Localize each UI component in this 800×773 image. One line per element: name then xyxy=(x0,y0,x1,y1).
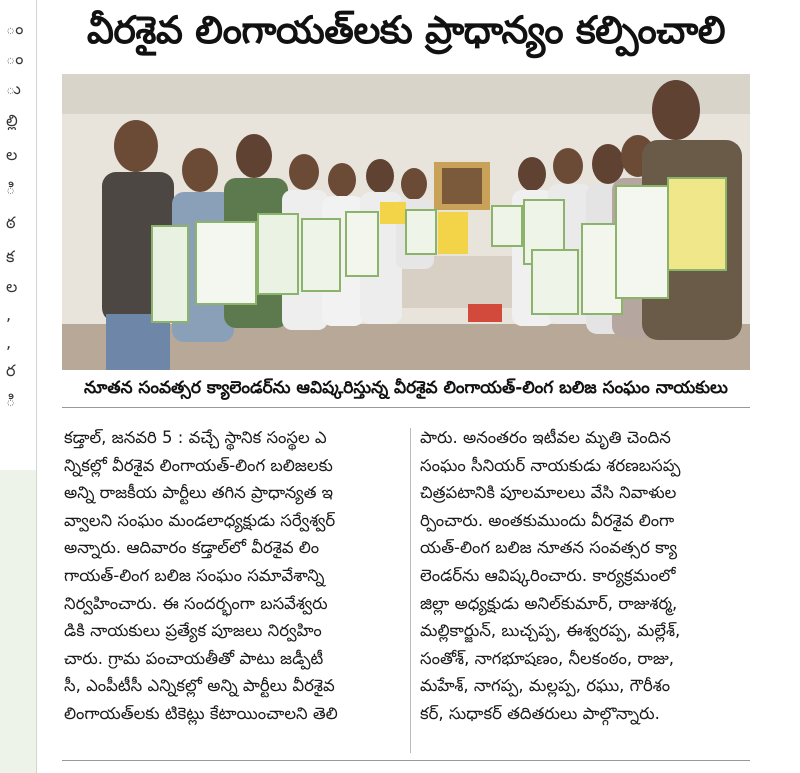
article-text-line: పారు. అనంతరం ఇటీవల మృతి చెందిన xyxy=(420,428,671,447)
adjacent-column-fragment: క xyxy=(6,248,15,266)
article-text-line: గాయత్‌-లింగ బలిజ సంఘం సమావేశాన్ని xyxy=(64,565,325,585)
article-text-line: లింగాయత్‌లకు టికెట్లు కేటాయించాలని తెలి xyxy=(64,703,338,723)
article-headline: వీరశైవ లింగాయత్‌లకు ప్రాధాన్యం కల్పించాలి xyxy=(86,8,726,52)
article-text-line: ర్పించారు. అంతకుముందు వీరశైవ లింగా xyxy=(420,510,675,530)
adjacent-column-fragment: ం xyxy=(6,50,24,68)
article-text-line: మహేశ్‌, నాగప్ప, మల్లప్ప, రఘు, గౌరీశం xyxy=(420,676,671,696)
article-text-line: వ్వాలని సంఘం మండలాధ్యక్షుడు సర్వేశ్వర్‌ xyxy=(64,510,336,530)
column-divider xyxy=(410,428,411,753)
adjacent-column-fragment: ి xyxy=(6,180,16,198)
photo-caption: నూతన సంవత్సర క్యాలెండర్‌ను ఆవిష్కరిస్తున్న వీరశైవ లింగాయత్‌-లింగ బలిజ సంఘం నాయకులు xyxy=(84,378,728,398)
article-text-line: నిర్వహించారు. ఈ సందర్భంగా బసవేశ్వరు xyxy=(64,593,328,613)
photo-illustration xyxy=(62,74,750,370)
article-text-line: సంఘం సీనియర్‌ నాయకుడు శరణబసప్ప xyxy=(420,455,681,475)
adjacent-column-fragment: ం xyxy=(6,20,24,38)
article-text-line: కడ్తాల్‌, జనవరి 5 : వచ్చే స్థానిక సంస్థల ఎ xyxy=(64,428,327,447)
article-text-line: డికి నాయకులు ప్రత్యేక పూజలు నిర్వహిం xyxy=(64,621,322,641)
article-text-line: చారు. గ్రామ పంచాయతీతో పాటు జడ్పీటీ xyxy=(64,648,324,668)
article-text-line: న్నికల్లో వీరశైవ లింగాయత్‌-లింగ బలిజలకు xyxy=(64,455,333,475)
adjacent-column-box xyxy=(0,470,36,773)
caption-rule xyxy=(62,407,750,408)
news-photo xyxy=(62,74,750,370)
article-text-line: చిత్రపటానికి పూలమాలలు వేసి నివాళుల xyxy=(420,483,677,503)
article-text-line: జిల్లా అధ్యక్షుడు అనిల్‌కుమార్‌, రాజుశర్మ, xyxy=(420,593,678,613)
bottom-rule xyxy=(62,760,750,761)
adjacent-column-fragment: ి xyxy=(6,392,16,410)
article-text-line: లెండర్‌ను ఆవిష్కరించారు. కార్యక్రమంలో xyxy=(420,565,676,585)
article-text-line: యత్‌-లింగ బలిజ నూతన సంవత్సర క్యా xyxy=(420,538,678,558)
article-text-line: అన్నారు. ఆదివారం కడ్తాల్‌లో వీరశైవ లిం xyxy=(64,538,320,558)
adjacent-column-fragment: ల xyxy=(6,278,18,296)
adjacent-column-fragment: ర xyxy=(6,362,16,380)
article-text-line: మల్లికార్జున్‌, బుచ్చప్ప, ఈశ్వరప్ప, మల్లేశ్‌, xyxy=(420,621,681,641)
article-text-line: సంతోశ్‌, నాగభూషణం, నీలకంఠం, రాజు, xyxy=(420,648,675,668)
adjacent-column-fragment: ల xyxy=(6,146,18,164)
adjacent-column-fragment: , xyxy=(6,306,12,324)
adjacent-column-fragment: ు xyxy=(6,80,21,98)
article-column-right xyxy=(420,424,750,754)
article-text-line: సీ, ఎంపీటీసీ ఎన్నికల్లో అన్ని పార్టీలు వీరశైవ xyxy=(64,676,335,696)
adjacent-column-fragment: ల్లి xyxy=(6,112,18,130)
adjacent-column-strip xyxy=(0,0,37,773)
article-text-line: కర్‌, సుధాకర్‌ తదితరులు పాల్గొన్నారు. xyxy=(420,703,660,723)
article-text-line: అన్ని రాజకీయ పార్టీలు తగిన ప్రాధాన్యత ఇ xyxy=(64,483,334,503)
adjacent-column-fragment: , xyxy=(6,334,12,352)
adjacent-column-fragment: ఠ xyxy=(6,214,16,232)
article-column-left xyxy=(64,424,402,754)
